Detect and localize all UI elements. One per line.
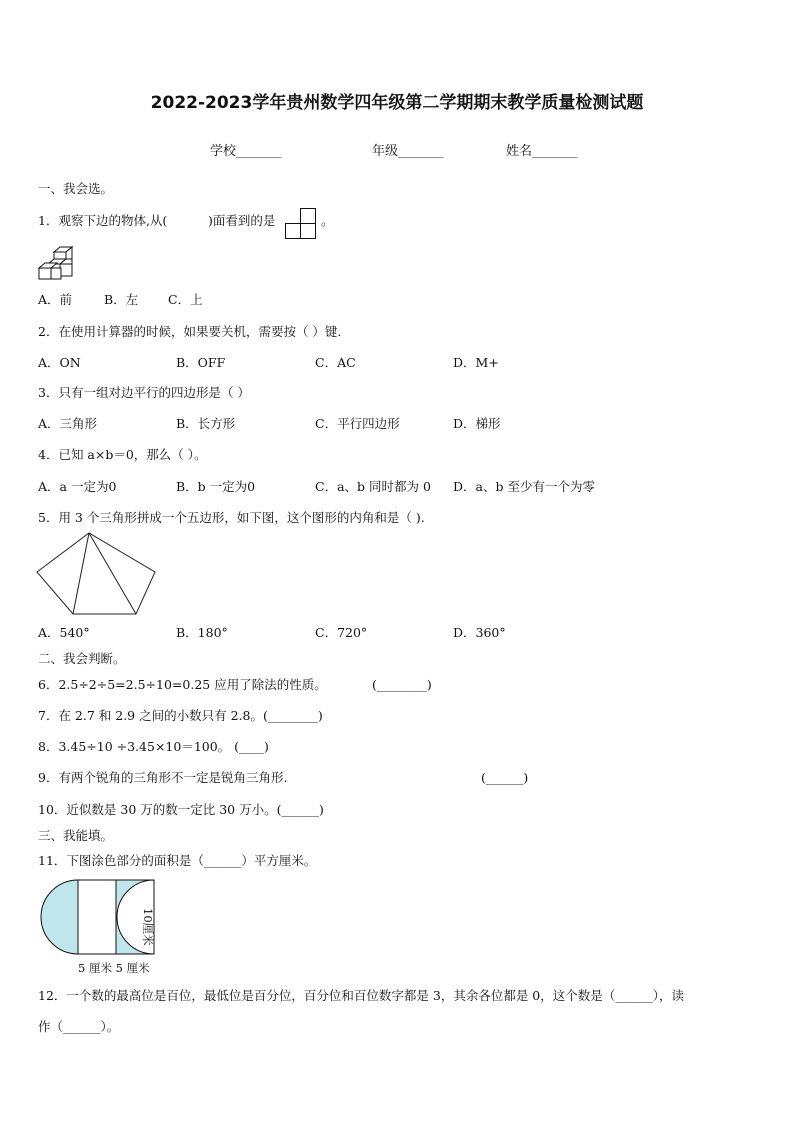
pentagon-figure <box>36 532 160 616</box>
answer-blank[interactable]: (______) <box>481 770 529 785</box>
option-a[interactable]: A．ON <box>38 355 81 370</box>
question-1-text-pre: 1．观察下边的物体,从( <box>38 213 168 228</box>
question-7-text: 7．在 2.7 和 2.9 之间的小数只有 2.8。(________) <box>38 708 323 723</box>
question-12-text: 12．一个数的最高位是百位，最低位是百分位，百分位和百位数字都是 3，其余各位都是 0，这个数是（______），读 <box>38 988 685 1003</box>
question-1-text-end: 。 <box>321 213 334 228</box>
grade-field[interactable]: 年级_______ <box>372 144 444 159</box>
question-4-text: 4．已知 a×b＝0，那么（ ）。 <box>38 447 207 462</box>
option-c[interactable]: C．平行四边形 <box>315 416 400 431</box>
option-b[interactable]: B．长方形 <box>176 416 236 431</box>
option-d[interactable]: D．梯形 <box>453 416 501 431</box>
option-a[interactable]: A．三角形 <box>38 416 98 431</box>
question-9-text: 9．有两个锐角的三角形不一定是锐角三角形. <box>38 770 288 785</box>
page-title: 2022-2023学年贵州数学四年级第二学期期末教学质量检测试题 <box>150 93 644 113</box>
option-c[interactable]: C．上 <box>168 292 203 307</box>
top-view-figure <box>285 207 319 239</box>
cube-stack-figure <box>38 244 74 280</box>
question-8-text: 8．3.45÷10 ÷3.45×10＝100。 (____) <box>38 739 269 754</box>
question-1-text-post: )面看到的是 <box>208 213 276 228</box>
question-12-text-cont: 作（______）。 <box>38 1019 120 1034</box>
option-b[interactable]: B．OFF <box>176 355 226 370</box>
option-b[interactable]: B．180° <box>176 625 228 640</box>
name-field[interactable]: 姓名_______ <box>506 144 578 159</box>
option-d[interactable]: D．a、b 至少有一个为零 <box>453 479 595 494</box>
section-heading: 一、我会选。 <box>38 181 114 196</box>
answer-blank[interactable]: (________) <box>372 677 432 692</box>
option-c[interactable]: C．a、b 同时都为 0 <box>315 479 431 494</box>
question-11-text: 11．下图涂色部分的面积是（______）平方厘米。 <box>38 853 317 868</box>
option-d[interactable]: D．M+ <box>453 355 499 370</box>
option-b[interactable]: B．b 一定为0 <box>176 479 256 494</box>
side-length-label: 10厘米 <box>141 908 155 946</box>
question-2-text: 2．在使用计算器的时候，如果要关机，需要按（ ）键. <box>38 324 342 339</box>
school-field[interactable]: 学校_______ <box>210 144 282 159</box>
option-a[interactable]: A．前 <box>38 292 73 307</box>
option-c[interactable]: C．AC <box>315 355 356 370</box>
question-3-text: 3．只有一组对边平行的四边形是（ ） <box>38 385 250 400</box>
section-heading: 二、我会判断。 <box>38 651 126 666</box>
question-6-text: 6．2.5÷2÷5=2.5÷10=0.25 应用了除法的性质。 <box>38 677 327 692</box>
option-c[interactable]: C．720° <box>315 625 368 640</box>
section-heading: 三、我能填。 <box>38 828 114 843</box>
option-a[interactable]: A．540° <box>38 625 90 640</box>
option-b[interactable]: B．左 <box>104 292 139 307</box>
question-10-text: 10．近似数是 30 万的数一定比 30 万小。(______) <box>38 802 324 817</box>
option-d[interactable]: D．360° <box>453 625 506 640</box>
question-5-text: 5．用 3 个三角形拼成一个五边形，如下图，这个图形的内角和是（ ). <box>38 510 425 525</box>
option-a[interactable]: A．a 一定为0 <box>38 479 117 494</box>
bottom-length-label: 5 厘米 5 厘米 <box>78 961 150 975</box>
